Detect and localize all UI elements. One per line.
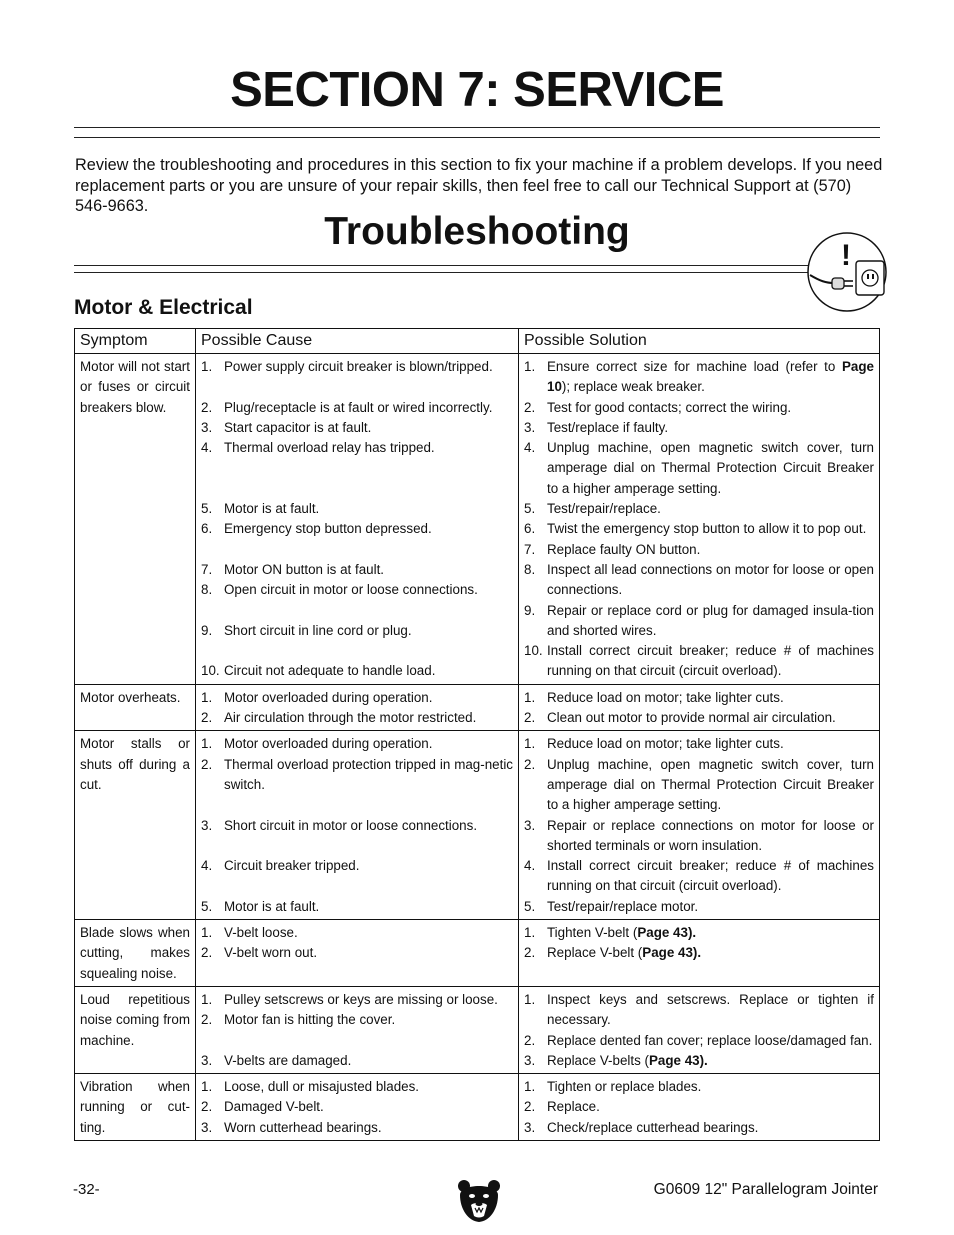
- solution-item: 3. Check/replace cutterhead bearings.: [524, 1119, 759, 1135]
- solution-item: 8. Inspect all lead connections on motor for loose or open connections.: [524, 561, 874, 598]
- cause-item: 1. Motor overloaded during operation.: [201, 736, 433, 752]
- solution-item: 4. Install correct circuit breaker; reduce # of machines running on that circuit (circuit overload).: [524, 858, 874, 894]
- table-row: [75, 684, 880, 731]
- solution-cell: [519, 1074, 880, 1141]
- table-row: [75, 986, 880, 1073]
- cause-item: 3. Start capacitor is at fault.: [201, 419, 372, 435]
- solution-cell: [519, 986, 880, 1073]
- cause-item: 2. Plug/receptacle is at fault or wired incorrectly.: [201, 399, 493, 415]
- cause-item: 2. Thermal overload protection tripped in mag-netic switch.: [201, 756, 513, 792]
- column-header-cause: Possible Cause: [196, 329, 519, 354]
- cause-cell: [196, 684, 519, 731]
- model-name: G0609 12" Parallelogram Jointer: [653, 1181, 878, 1198]
- warning-exclamation: !: [841, 239, 851, 272]
- cause-item: 9. Short circuit in line cord or plug.: [201, 622, 412, 638]
- solution-item: 1. Reduce load on motor; take lighter cuts.: [524, 736, 784, 752]
- section-title: SECTION 7: SERVICE: [230, 63, 724, 117]
- cause-item: 3. Worn cutterhead bearings.: [201, 1119, 382, 1135]
- solution-item: 10. Install correct circuit breaker; reduce # of machines running on that circuit (circuit overload).: [524, 643, 874, 679]
- cause-item: 5. Motor is at fault.: [201, 898, 320, 914]
- symptom-cell: Motor overheats.: [75, 684, 196, 731]
- solution-item: 1. Ensure correct size for machine load (refer to Page 10); replace weak breaker.: [524, 359, 874, 395]
- cause-cell: [196, 731, 519, 920]
- cause-item: 3. Short circuit in motor or loose connections.: [201, 817, 478, 833]
- cause-item: 1. Pulley setscrews or keys are missing or loose.: [201, 991, 498, 1007]
- symptom-cell: Blade slows when cutting, makes squealing noise.: [75, 920, 196, 987]
- table-row: [75, 920, 880, 987]
- cause-item: 1. Loose, dull or misajusted blades.: [201, 1079, 420, 1095]
- cause-item: 10. Circuit not adequate to handle load.: [201, 663, 436, 679]
- solution-item: 2. Replace V-belt (Page 43).: [524, 945, 702, 961]
- grizzly-bear-logo-icon: [456, 1177, 502, 1223]
- solution-item: 2. Clean out motor to provide normal air circulation.: [524, 710, 836, 726]
- solution-item: 3. Replace V-belts (Page 43).: [524, 1052, 708, 1068]
- cause-item: 1. V-belt loose.: [201, 925, 298, 941]
- solution-cell: [519, 684, 880, 731]
- solution-cell: [519, 920, 880, 987]
- table-row: [75, 354, 880, 685]
- solution-item: 1. Inspect keys and setscrews. Replace or tighten if necessary.: [524, 991, 874, 1028]
- troubleshooting-title: Troubleshooting: [324, 210, 630, 253]
- solution-item: 1. Tighten V-belt (Page 43).: [524, 925, 697, 941]
- solution-item: 5. Test/repair/replace motor.: [524, 898, 699, 914]
- symptom-cell: Vibration when running or cut-ting.: [75, 1074, 196, 1141]
- solution-item: 1. Reduce load on motor; take lighter cuts.: [524, 689, 784, 705]
- troubleshooting-rule-top: [74, 265, 810, 266]
- cause-item: 2. V-belt worn out.: [201, 945, 318, 961]
- cause-cell: [196, 1074, 519, 1141]
- table-row: [75, 1074, 880, 1141]
- solution-item: 2. Replace dented fan cover; replace loose/damaged fan.: [524, 1032, 873, 1048]
- cause-item: 2. Air circulation through the motor restricted.: [201, 710, 477, 726]
- page-number: -32-: [73, 1181, 100, 1198]
- column-header-solution: Possible Solution: [519, 329, 880, 354]
- cause-item: 3. V-belts are damaged.: [201, 1052, 352, 1068]
- solution-item: 7. Replace faulty ON button.: [524, 541, 701, 557]
- troubleshooting-table: [74, 328, 880, 1141]
- cause-item: 4. Circuit breaker tripped.: [201, 858, 360, 874]
- symptom-cell: Motor stalls or shuts off during a cut.: [75, 731, 196, 920]
- symptom-cell: Motor will not start or fuses or circuit breakers blow.: [75, 354, 196, 685]
- cause-item: 4. Thermal overload relay has tripped.: [201, 440, 435, 456]
- cause-item: 5. Motor is at fault.: [201, 501, 320, 517]
- cause-item: 1. Motor overloaded during operation.: [201, 689, 433, 705]
- electrical-warning-icon: [806, 231, 888, 313]
- solution-item: 2. Replace.: [524, 1099, 600, 1115]
- cause-item: 1. Power supply circuit breaker is blown/tripped.: [201, 359, 493, 374]
- troubleshooting-rule-bottom: [74, 272, 810, 273]
- solution-item: 2. Unplug machine, open magnetic switch cover, turn amperage dial on Thermal Protection Circuit Breaker to a higher amperage setting.: [524, 756, 874, 813]
- column-header-symptom: Symptom: [75, 329, 196, 354]
- cause-cell: [196, 920, 519, 987]
- intro-paragraph: Review the troubleshooting and procedures in this section to fix your machine if a problem develops. If you need replacement parts or you are unsure of your repair skills, then feel free to call our Technical Support at (570) 546-9663.: [75, 156, 883, 215]
- cause-item: 7. Motor ON button is at fault.: [201, 561, 385, 577]
- solution-item: 4. Unplug machine, open magnetic switch cover, turn amperage dial on Thermal Protection Circuit Breaker to a higher amperage setting.: [524, 440, 874, 496]
- table-row: [75, 731, 880, 920]
- solution-cell: [519, 354, 880, 685]
- table-header-row: [75, 329, 880, 354]
- solution-item: 5. Test/repair/replace.: [524, 501, 661, 517]
- cause-item: 8. Open circuit in motor or loose connections.: [201, 582, 478, 598]
- solution-item: 9. Repair or replace cord or plug for damaged insula-tion and shorted wires.: [524, 602, 874, 638]
- solution-item: 6. Twist the emergency stop button to allow it to pop out.: [524, 521, 867, 537]
- cause-cell: [196, 986, 519, 1073]
- symptom-cell: Loud repetitious noise coming from machine.: [75, 986, 196, 1073]
- title-rule-bottom: [74, 137, 880, 138]
- cause-item: 2. Damaged V-belt.: [201, 1099, 324, 1115]
- cause-cell: [196, 354, 519, 685]
- solution-cell: [519, 731, 880, 920]
- solution-item: 2. Test for good contacts; correct the wiring.: [524, 399, 792, 415]
- motor-electrical-heading: Motor & Electrical: [74, 296, 253, 319]
- cause-item: 6. Emergency stop button depressed.: [201, 521, 432, 537]
- title-rule-top: [74, 127, 880, 128]
- solution-item: 3. Repair or replace connections on motor for loose or shorted terminals or worn insulation.: [524, 817, 874, 853]
- solution-item: 1. Tighten or replace blades.: [524, 1079, 702, 1095]
- solution-item: 3. Test/replace if faulty.: [524, 419, 669, 435]
- cause-item: 2. Motor fan is hitting the cover.: [201, 1012, 396, 1028]
